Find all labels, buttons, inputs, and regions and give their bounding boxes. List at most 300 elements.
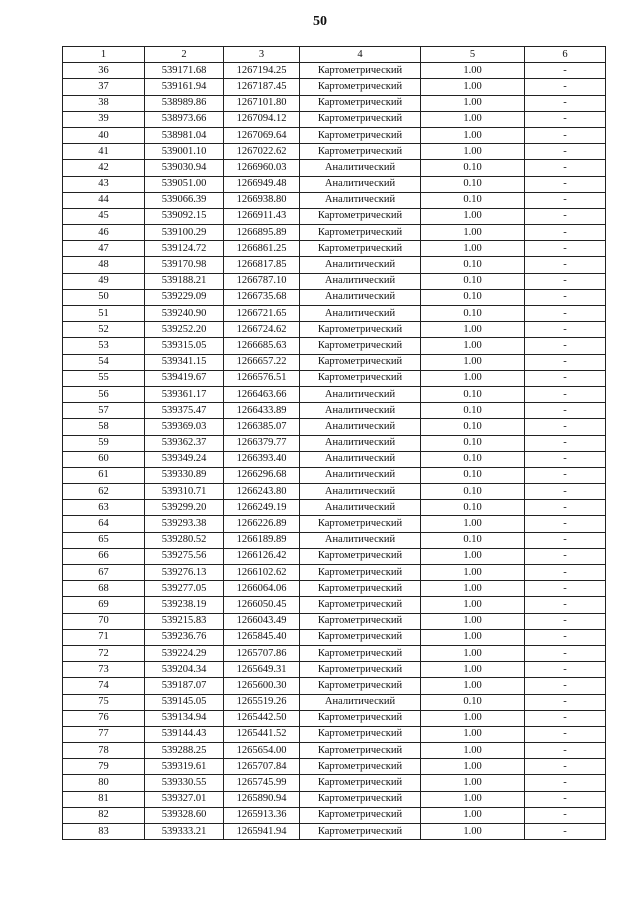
table-row (63, 127, 606, 143)
table-cell: - (525, 176, 606, 192)
table-cell: 539315.05 (145, 338, 224, 354)
table-cell: 539288.25 (145, 743, 224, 759)
column-header: 5 (421, 47, 525, 63)
table-cell: Картометрический (300, 516, 421, 532)
table-cell: - (525, 824, 606, 840)
table-cell: - (525, 370, 606, 386)
table-row (63, 160, 606, 176)
table-cell: 1.00 (421, 208, 525, 224)
table-row (63, 662, 606, 678)
table-cell: 1266949.48 (224, 176, 300, 192)
table-cell: 539330.55 (145, 775, 224, 791)
table-cell: - (525, 775, 606, 791)
table-cell: 67 (63, 565, 145, 581)
table-row (63, 111, 606, 127)
table-row (63, 678, 606, 694)
table-row (63, 726, 606, 742)
table-row (63, 435, 606, 451)
table-cell: 1266385.07 (224, 419, 300, 435)
table-cell: 1267022.62 (224, 144, 300, 160)
table-cell: 61 (63, 467, 145, 483)
table-cell: 70 (63, 613, 145, 629)
table-cell: Картометрический (300, 63, 421, 79)
table-cell: Картометрический (300, 629, 421, 645)
table-cell: Картометрический (300, 775, 421, 791)
table-cell: Картометрический (300, 791, 421, 807)
table-cell: - (525, 338, 606, 354)
table-cell: 0.10 (421, 467, 525, 483)
table-cell: 0.10 (421, 257, 525, 273)
table-cell: Картометрический (300, 597, 421, 613)
table-cell: 81 (63, 791, 145, 807)
table-cell: 1266787.10 (224, 273, 300, 289)
table-cell: 1.00 (421, 824, 525, 840)
table-cell: 42 (63, 160, 145, 176)
table-cell: 1267194.25 (224, 63, 300, 79)
table-cell: 82 (63, 807, 145, 823)
table-cell: Аналитический (300, 435, 421, 451)
table-cell: 1266938.80 (224, 192, 300, 208)
table-cell: Аналитический (300, 500, 421, 516)
table-cell: - (525, 419, 606, 435)
table-row (63, 565, 606, 581)
column-header: 2 (145, 47, 224, 63)
table-row (63, 791, 606, 807)
table-cell: 539161.94 (145, 79, 224, 95)
table-cell: 1266189.89 (224, 532, 300, 548)
table-cell: 539277.05 (145, 581, 224, 597)
table-row (63, 95, 606, 111)
table-cell: - (525, 241, 606, 257)
table-cell: 1.00 (421, 63, 525, 79)
table-cell: 80 (63, 775, 145, 791)
table-cell: 56 (63, 386, 145, 402)
table-cell: 50 (63, 289, 145, 305)
table-row (63, 370, 606, 386)
table-cell: 1.00 (421, 678, 525, 694)
table-cell: 1266296.68 (224, 467, 300, 483)
table-cell: 79 (63, 759, 145, 775)
table-cell: 1266960.03 (224, 160, 300, 176)
table-cell: Аналитический (300, 386, 421, 402)
table-cell: - (525, 322, 606, 338)
table-cell: 1.00 (421, 516, 525, 532)
table-cell: 1.00 (421, 629, 525, 645)
table-cell: 63 (63, 500, 145, 516)
table-cell: 47 (63, 241, 145, 257)
table-cell: 1.00 (421, 662, 525, 678)
table-cell: 539299.20 (145, 500, 224, 516)
table-cell: - (525, 160, 606, 176)
table-cell: - (525, 467, 606, 483)
table-cell: 54 (63, 354, 145, 370)
table-cell: 1.00 (421, 726, 525, 742)
table-cell: 539051.00 (145, 176, 224, 192)
table-cell: Аналитический (300, 419, 421, 435)
table-cell: Аналитический (300, 484, 421, 500)
table-cell: 1266463.66 (224, 386, 300, 402)
table-cell: 539188.21 (145, 273, 224, 289)
table-row (63, 807, 606, 823)
table-cell: 539145.05 (145, 694, 224, 710)
table-cell: Картометрический (300, 824, 421, 840)
table-cell: 1267187.45 (224, 79, 300, 95)
table-cell: 539361.17 (145, 386, 224, 402)
table-cell: 539066.39 (145, 192, 224, 208)
table-cell: 1265913.36 (224, 807, 300, 823)
table-cell: 1266724.62 (224, 322, 300, 338)
table-row (63, 225, 606, 241)
coordinates-table (62, 46, 606, 840)
table-cell: 1266050.45 (224, 597, 300, 613)
table-cell: 48 (63, 257, 145, 273)
table-cell: 539341.15 (145, 354, 224, 370)
table-cell: 539215.83 (145, 613, 224, 629)
table-cell: 539030.94 (145, 160, 224, 176)
table-cell: 1.00 (421, 241, 525, 257)
table-cell: 0.10 (421, 532, 525, 548)
table-cell: Картометрический (300, 225, 421, 241)
table-header-row (63, 47, 606, 63)
table-cell: Аналитический (300, 467, 421, 483)
table-cell: Картометрический (300, 127, 421, 143)
table-cell: Картометрический (300, 710, 421, 726)
table-cell: 539362.37 (145, 435, 224, 451)
table-cell: 57 (63, 403, 145, 419)
table-cell: - (525, 532, 606, 548)
table-cell: - (525, 597, 606, 613)
table-cell: - (525, 565, 606, 581)
table-cell: 539204.34 (145, 662, 224, 678)
table-cell: 1.00 (421, 807, 525, 823)
table-cell: - (525, 403, 606, 419)
table-cell: 0.10 (421, 694, 525, 710)
table-cell: 1.00 (421, 95, 525, 111)
table-cell: 58 (63, 419, 145, 435)
table-cell: Картометрический (300, 322, 421, 338)
table-cell: 77 (63, 726, 145, 742)
table-cell: Картометрический (300, 759, 421, 775)
table-row (63, 322, 606, 338)
table-row (63, 645, 606, 661)
table-cell: - (525, 645, 606, 661)
table-cell: 1265745.99 (224, 775, 300, 791)
table-cell: - (525, 516, 606, 532)
table-cell: 0.10 (421, 419, 525, 435)
table-cell: 1266685.63 (224, 338, 300, 354)
table-cell: - (525, 500, 606, 516)
table-cell: 75 (63, 694, 145, 710)
table-cell: Картометрический (300, 370, 421, 386)
table-cell: Картометрический (300, 111, 421, 127)
table-row (63, 516, 606, 532)
table-cell: 1265890.94 (224, 791, 300, 807)
table-cell: 539349.24 (145, 451, 224, 467)
table-cell: 539092.15 (145, 208, 224, 224)
table-cell: 539328.60 (145, 807, 224, 823)
table-cell: 0.10 (421, 386, 525, 402)
table-cell: 1.00 (421, 759, 525, 775)
table-cell: 71 (63, 629, 145, 645)
table-cell: - (525, 743, 606, 759)
table-cell: 1267094.12 (224, 111, 300, 127)
table-cell: 1266243.80 (224, 484, 300, 500)
table-cell: - (525, 63, 606, 79)
table-cell: 1.00 (421, 581, 525, 597)
table-cell: 49 (63, 273, 145, 289)
table-cell: 1266043.49 (224, 613, 300, 629)
table-row (63, 289, 606, 305)
table-cell: - (525, 451, 606, 467)
table-cell: 1266393.40 (224, 451, 300, 467)
table-cell: 1266379.77 (224, 435, 300, 451)
table-cell: 1266433.89 (224, 403, 300, 419)
table-row (63, 208, 606, 224)
table-row (63, 775, 606, 791)
table-cell: - (525, 225, 606, 241)
table-cell: 1.00 (421, 144, 525, 160)
table-cell: 1.00 (421, 597, 525, 613)
table-cell: Картометрический (300, 241, 421, 257)
table-cell: - (525, 257, 606, 273)
table-cell: 539171.68 (145, 63, 224, 79)
table-cell: - (525, 95, 606, 111)
table-cell: 72 (63, 645, 145, 661)
table-cell: Аналитический (300, 160, 421, 176)
table-cell: 0.10 (421, 160, 525, 176)
table-cell: 0.10 (421, 435, 525, 451)
table-cell: 36 (63, 63, 145, 79)
table-row (63, 467, 606, 483)
table-cell: 1.00 (421, 370, 525, 386)
table-cell: 0.10 (421, 451, 525, 467)
table-cell: - (525, 581, 606, 597)
table-cell: 1266735.68 (224, 289, 300, 305)
table-cell: Картометрический (300, 726, 421, 742)
table-cell: Картометрический (300, 354, 421, 370)
table-cell: Картометрический (300, 144, 421, 160)
table-cell: 539238.19 (145, 597, 224, 613)
table-cell: - (525, 289, 606, 305)
table-cell: 64 (63, 516, 145, 532)
table-cell: 74 (63, 678, 145, 694)
table-row (63, 386, 606, 402)
table-row (63, 419, 606, 435)
table-cell: 539319.61 (145, 759, 224, 775)
table-row (63, 743, 606, 759)
table-cell: 60 (63, 451, 145, 467)
table-cell: Картометрический (300, 743, 421, 759)
table-cell: 1.00 (421, 613, 525, 629)
table-cell: 1265845.40 (224, 629, 300, 645)
table-row (63, 548, 606, 564)
table-cell: 1.00 (421, 225, 525, 241)
page-number: 50 (313, 14, 327, 29)
table-cell: 0.10 (421, 273, 525, 289)
table-cell: 1266126.42 (224, 548, 300, 564)
table-cell: - (525, 726, 606, 742)
table-cell: 0.10 (421, 306, 525, 322)
table-row (63, 710, 606, 726)
table-cell: 539240.90 (145, 306, 224, 322)
table-row (63, 354, 606, 370)
table-row (63, 63, 606, 79)
table-cell: 68 (63, 581, 145, 597)
table-cell: - (525, 613, 606, 629)
table-cell: 66 (63, 548, 145, 564)
table-cell: 65 (63, 532, 145, 548)
table-cell: 1265442.50 (224, 710, 300, 726)
table-row (63, 597, 606, 613)
table-cell: Картометрический (300, 581, 421, 597)
table-cell: Картометрический (300, 662, 421, 678)
table-row (63, 759, 606, 775)
table-cell: 539134.94 (145, 710, 224, 726)
table-row (63, 532, 606, 548)
table-cell: - (525, 759, 606, 775)
table-cell: 539001.10 (145, 144, 224, 160)
table-row (63, 613, 606, 629)
table-cell: 1.00 (421, 111, 525, 127)
table-row (63, 79, 606, 95)
table-cell: 1265441.52 (224, 726, 300, 742)
table-row (63, 824, 606, 840)
table-cell: 1266861.25 (224, 241, 300, 257)
table-cell: - (525, 807, 606, 823)
table-cell: 539276.13 (145, 565, 224, 581)
table-cell: Аналитический (300, 403, 421, 419)
table-cell: Аналитический (300, 257, 421, 273)
table-cell: 1265600.30 (224, 678, 300, 694)
table-cell: 1.00 (421, 645, 525, 661)
table-cell: - (525, 354, 606, 370)
table-cell: 1.00 (421, 791, 525, 807)
table-cell: 539144.43 (145, 726, 224, 742)
table-cell: - (525, 386, 606, 402)
table-cell: 1265654.00 (224, 743, 300, 759)
table-cell: 37 (63, 79, 145, 95)
table-cell: 539224.29 (145, 645, 224, 661)
table-cell: - (525, 79, 606, 95)
table-cell: - (525, 548, 606, 564)
table-cell: 0.10 (421, 500, 525, 516)
table-cell: 538989.86 (145, 95, 224, 111)
table-cell: - (525, 127, 606, 143)
table-cell: - (525, 306, 606, 322)
table-row (63, 694, 606, 710)
table-cell: 1266911.43 (224, 208, 300, 224)
table-cell: 539275.56 (145, 548, 224, 564)
table-cell: 1265941.94 (224, 824, 300, 840)
table-cell: 1.00 (421, 565, 525, 581)
table-cell: 539333.21 (145, 824, 224, 840)
table-cell: 1.00 (421, 79, 525, 95)
table-cell: Картометрический (300, 548, 421, 564)
table-cell: Картометрический (300, 678, 421, 694)
table-cell: 1.00 (421, 710, 525, 726)
table-cell: Аналитический (300, 532, 421, 548)
table-cell: Картометрический (300, 807, 421, 823)
table-cell: 539375.47 (145, 403, 224, 419)
table-cell: Картометрический (300, 338, 421, 354)
column-header: 3 (224, 47, 300, 63)
table-cell: Аналитический (300, 451, 421, 467)
table-cell: 1266576.51 (224, 370, 300, 386)
table-cell: 76 (63, 710, 145, 726)
table-cell: 1.00 (421, 322, 525, 338)
table-cell: 0.10 (421, 403, 525, 419)
table-cell: 78 (63, 743, 145, 759)
table-cell: 41 (63, 144, 145, 160)
table-cell: 38 (63, 95, 145, 111)
table-cell: 1265707.86 (224, 645, 300, 661)
table-cell: 539100.29 (145, 225, 224, 241)
table-row (63, 629, 606, 645)
table-cell: 539330.89 (145, 467, 224, 483)
table-cell: - (525, 710, 606, 726)
table-row (63, 306, 606, 322)
table-row (63, 484, 606, 500)
table-cell: 62 (63, 484, 145, 500)
table-row (63, 273, 606, 289)
table-cell: 40 (63, 127, 145, 143)
table-cell: 538981.04 (145, 127, 224, 143)
table-cell: 539369.03 (145, 419, 224, 435)
table-cell: - (525, 629, 606, 645)
table-cell: 53 (63, 338, 145, 354)
table-cell: 539293.38 (145, 516, 224, 532)
table-cell: 51 (63, 306, 145, 322)
table-cell: 52 (63, 322, 145, 338)
table-row (63, 192, 606, 208)
table-cell: 539124.72 (145, 241, 224, 257)
table-cell: 83 (63, 824, 145, 840)
table-cell: - (525, 273, 606, 289)
table-cell: - (525, 678, 606, 694)
table-cell: 539170.98 (145, 257, 224, 273)
table-row (63, 338, 606, 354)
table-cell: 39 (63, 111, 145, 127)
table-cell: 1265519.26 (224, 694, 300, 710)
column-header: 4 (300, 47, 421, 63)
table-cell: 539229.09 (145, 289, 224, 305)
table-cell: 1266657.22 (224, 354, 300, 370)
table-row (63, 500, 606, 516)
table-cell: Картометрический (300, 565, 421, 581)
table-cell: - (525, 144, 606, 160)
table-cell: 1266226.89 (224, 516, 300, 532)
table-cell: Картометрический (300, 208, 421, 224)
table-cell: 1267069.64 (224, 127, 300, 143)
table-cell: 1266721.65 (224, 306, 300, 322)
table-cell: 1266895.89 (224, 225, 300, 241)
table-row (63, 403, 606, 419)
table-cell: 1265707.84 (224, 759, 300, 775)
table-cell: 539280.52 (145, 532, 224, 548)
table-cell: - (525, 694, 606, 710)
table-cell: 0.10 (421, 176, 525, 192)
table-cell: 1.00 (421, 743, 525, 759)
table-cell: Аналитический (300, 306, 421, 322)
table-cell: 55 (63, 370, 145, 386)
table-body (63, 63, 606, 840)
table-cell: Аналитический (300, 694, 421, 710)
table-cell: 1266817.85 (224, 257, 300, 273)
table-cell: - (525, 662, 606, 678)
table-cell: 1.00 (421, 354, 525, 370)
table-cell: 1265649.31 (224, 662, 300, 678)
table-cell: - (525, 484, 606, 500)
